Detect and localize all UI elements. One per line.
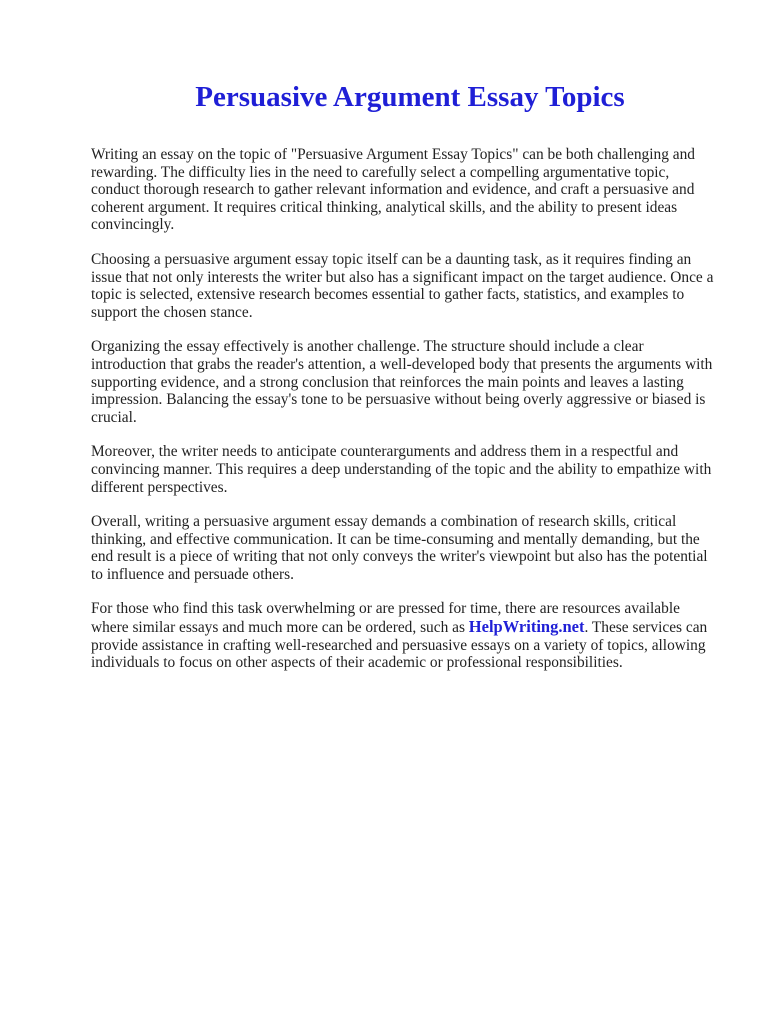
- paragraph-resources: [91, 600, 721, 671]
- document-body: [91, 146, 721, 689]
- paragraph-organizing: Organizing the essay effectively is another challenge. The structure should include a clear introduction that grabs the reader's attention, a well-developed body that presents the arguments with supporting evidence, and a strong conclusion that reinforces the main points and leaves a lasting impression. Balancing the essay's tone to be persuasive without being overly aggressive or biased is crucial.: [91, 338, 713, 426]
- resources-text-after-link: . These services can provide assistance in crafting well-researched and persuasive essays on a variety of topics, allowing individuals to focus on other aspects of their academic or professional responsibilities.: [91, 619, 708, 672]
- paragraph-choosing-topic: Choosing a persuasive argument essay topic itself can be a daunting task, as it requires finding an issue that not only interests the writer but also has a significant impact on the target audience. Once a topic is selected, extensive research becomes essential to gather facts, statistics, and examples to support the chosen stance.: [91, 250, 714, 321]
- page-title: Persuasive Argument Essay Topics: [195, 81, 625, 113]
- paragraph-counterarguments: Moreover, the writer needs to anticipate counterarguments and address them in a respectful and convincing manner. This requires a deep understanding of the topic and the ability to empathize with different perspectives.: [91, 443, 712, 496]
- paragraph-overall: Overall, writing a persuasive argument essay demands a combination of research skills, critical thinking, and effective communication. It can be time-consuming and mentally demanding, but the end result is a piece of writing that not only conveys the writer's viewpoint but also has the potential to influence and persuade others.: [91, 513, 708, 583]
- paragraph-intro: Writing an essay on the topic of "Persuasive Argument Essay Topics" can be both challenging and rewarding. The difficulty lies in the need to carefully select a compelling argumentative topic, conduct thorough research to gather relevant information and evidence, and craft a persuasive and coherent argument. It requires critical thinking, analytical skills, and the ability to present ideas convincingly.: [91, 146, 695, 234]
- resources-text-before-link: For those who find this task overwhelming or are pressed for time, there are resources available where similar essays and much more can be ordered, such as: [91, 600, 680, 637]
- helpwriting-link[interactable]: HelpWriting.net: [468, 617, 585, 637]
